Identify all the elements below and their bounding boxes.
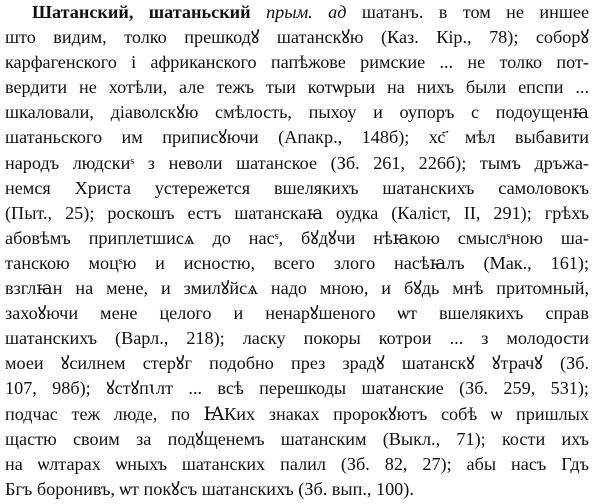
- entry-line: народъ людскиˢ з неволи шатанское (Зб. 261, 226б); тымъ дръжа-: [5, 152, 589, 173]
- entry-line: (Пыт., 25); роскошъ естъ шатанскаꙗ оудка (Каліст, II, 291); грѣхъ: [5, 202, 589, 223]
- headword: Шатанский, шатаньский: [32, 2, 251, 22]
- entry-line: танскою моцˢю и исностю, всего злого насѣꙗлъ (Мак., 161);: [5, 252, 589, 273]
- entry-line: взглꙗн на мене, и змилꙋйсѧ надо мною, и бꙋдь мнѣ притомный,: [5, 278, 589, 299]
- entry-line: што видим, толко прешкодꙋ шатанскꙋю (Каз. Кір., 78); соборꙋ: [5, 27, 589, 48]
- part-of-speech: прым. ад: [266, 2, 347, 22]
- entry-line: абовѣмъ приплетшисѧ до насˢ, бꙋдꙋчи нѣꙗкою смыслˢною ша-: [5, 227, 589, 248]
- entry-line: на ѡлтарах ѡныхъ шатанских палил (Зб. 82, 27); абы насъ Гдъ: [5, 453, 589, 474]
- entry-line: шкаловали, діаволскꙋю смѣлость, пыхоу и оупоръ с подоущенꙗ: [5, 102, 589, 123]
- entry-line: 107, 98б); ꙋстꙋпꙇлт ... всѣ перешкоды шатанские (Зб. 259, 531);: [5, 378, 589, 399]
- entry-line: немся Христа устережется вшелякихъ шатанскихъ самоловокъ: [5, 177, 589, 198]
- entry-line: шатаньского им приписꙋючи (Апакр., 148б); хс҃ мѣл выбавити: [5, 127, 589, 148]
- entry-line: захоꙋючи мене целого и ненарꙋшеного ѡт вшелякихъ справ: [5, 303, 589, 324]
- entry-line-1: [5, 0, 589, 25]
- entry-line: подчас теж люде, по ꙖКих знаках пророкꙋютъ собѣ ѡ пришлых: [5, 403, 589, 424]
- entry-line: щастю своим за подꙋщенемъ шатанским (Выкл., 71); кости ихъ: [5, 428, 589, 449]
- entry-line: моеи ꙋсилнем стерꙋг подобно през зрадꙋ шатанскꙋ ꙋтрачꙋ (Зб.: [5, 353, 589, 374]
- entry-line: вердити не хотѣли, але тежъ тыи котѡрыи на нихъ были епспи ...: [5, 77, 589, 98]
- entry-line: карфагенского і африканского папѣжове римские ... не толко пот-: [5, 52, 589, 73]
- entry-text: шатанъ. в том не иншее: [346, 2, 590, 22]
- dictionary-entry: [5, 0, 589, 502]
- entry-line: Бгъ боронивъ, ѡт покꙋсъ шатанскихъ (Зб. вып., 100).: [5, 478, 414, 499]
- entry-line: шатанскихъ (Варл., 218); ласку покоры котрои ... з молодости: [5, 328, 589, 349]
